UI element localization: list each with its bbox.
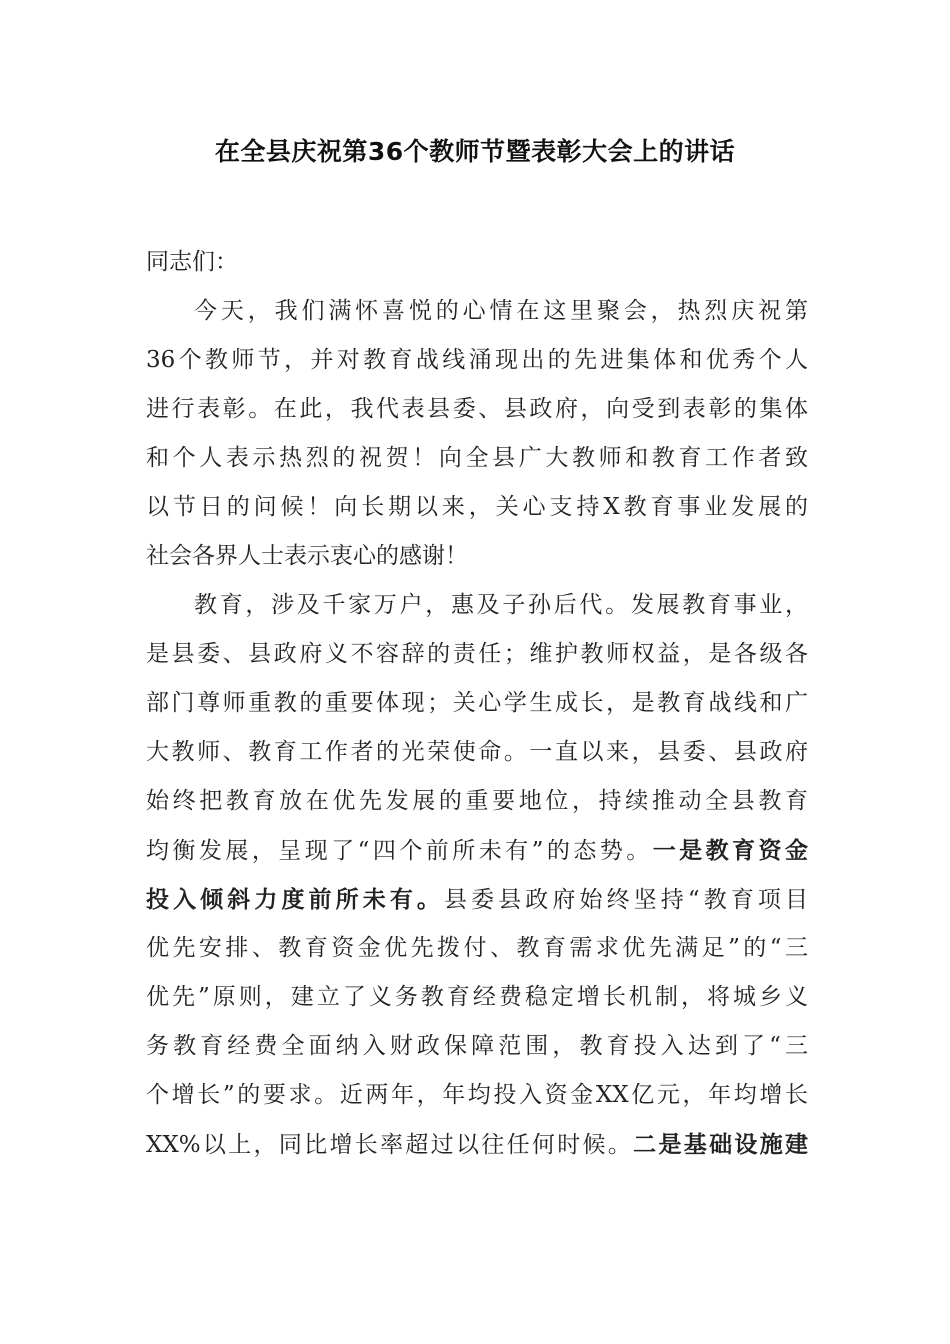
paragraph-line: 优先”原则，建立了义务教育经费稳定增长机制，将城乡义 [146, 984, 808, 1010]
salutation: 同志们： [146, 249, 238, 275]
paragraph-line: 大教师、教育工作者的光荣使命。一直以来，县委、县政府 [146, 739, 808, 765]
emphasis-text: 一是教育资金 [652, 837, 808, 864]
paragraph-line: 以节日的问候！向长期以来，关心支持X教育事业发展的 [146, 494, 808, 520]
emphasis-text: 二是基础设施建 [633, 1131, 809, 1158]
paragraph-line [146, 826, 808, 875]
line-text: 县委县政府始终坚持“教育项目 [444, 887, 808, 913]
paragraph-line: 务教育经费全面纳入财政保障范围，教育投入达到了“三 [146, 1033, 808, 1059]
document-title: 在全县庆祝第36个教师节暨表彰大会上的讲话 [214, 137, 736, 166]
paragraph-line: 36个教师节，并对教育战线涌现出的先进集体和优秀个人 [146, 347, 808, 373]
document-body [146, 238, 808, 1169]
paragraph-line [146, 1120, 808, 1169]
paragraph-line: 和个人表示热烈的祝贺！向全县广大教师和教育工作者致 [146, 445, 808, 471]
line-text: XX%以上，同比增长率超过以往任何时候。 [146, 1132, 634, 1158]
line-text: 均衡发展，呈现了“四个前所未有”的态势。 [146, 838, 653, 864]
paragraph-line: 是县委、县政府义不容辞的责任；维护教师权益，是各级各 [146, 641, 808, 667]
paragraph-line [146, 875, 808, 924]
paragraph-line: 今天，我们满怀喜悦的心情在这里聚会，热烈庆祝第 [194, 298, 808, 324]
paragraph-line: 部门尊师重教的重要体现；关心学生成长，是教育战线和广 [146, 690, 808, 716]
paragraph-line: 优先安排、教育资金优先拨付、教育需求优先满足”的“三 [146, 935, 808, 961]
paragraph-line: 个增长”的要求。近两年，年均投入资金XX亿元，年均增长 [146, 1082, 808, 1108]
emphasis-text: 投入倾斜力度前所未有。 [146, 886, 445, 913]
paragraph-line: 进行表彰。在此，我代表县委、县政府，向受到表彰的集体 [146, 396, 808, 422]
paragraph-line: 社会各界人士表示衷心的感谢！ [146, 543, 468, 569]
paragraph-line: 始终把教育放在优先发展的重要地位，持续推动全县教育 [146, 788, 808, 814]
paragraph-line: 教育，涉及千家万户，惠及子孙后代。发展教育事业， [194, 592, 808, 618]
